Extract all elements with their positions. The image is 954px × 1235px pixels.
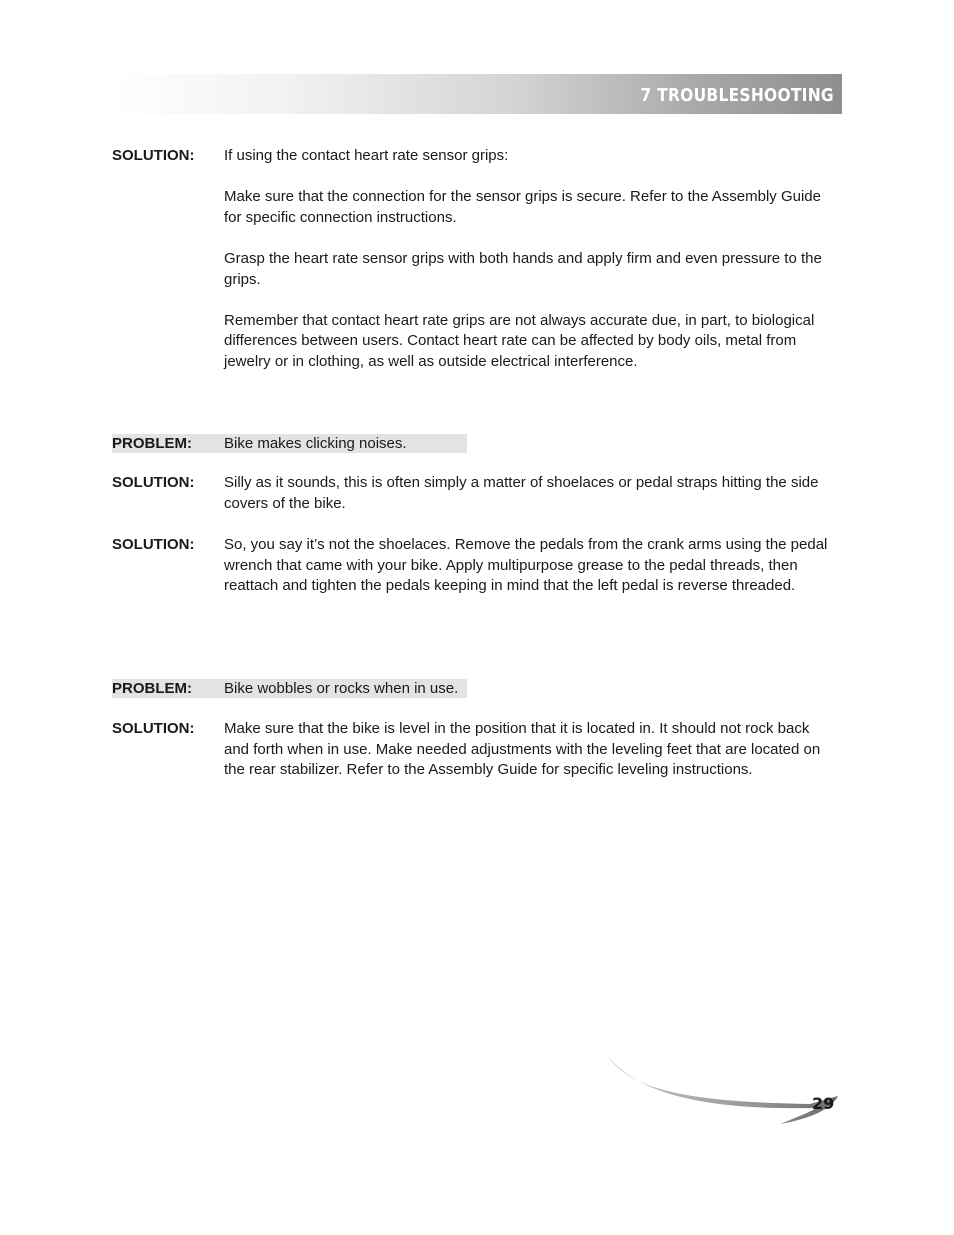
solution-label: SOLUTION: [112, 474, 195, 491]
solution-paragraph: If using the contact heart rate sensor grips: [224, 147, 509, 164]
footer-swoosh-graphic [600, 1050, 845, 1130]
solution-text: Make sure that the bike is level in the position that it is located in. It should not rock back and forth when in use. Make needed adjustments with the leveling feet that are located on the rear stabilizer. Refer to the Assembly Guide for specific leveling instructions. [224, 720, 821, 779]
problem-label: PROBLEM: [112, 680, 192, 697]
solution-label: SOLUTION: [112, 147, 195, 164]
section-title: 7 TROUBLESHOOTING [640, 85, 834, 106]
problem-text: Bike makes clicking noises. [224, 435, 407, 452]
problem-text: Bike wobbles or rocks when in use. [224, 680, 459, 697]
problem-label: PROBLEM: [112, 435, 192, 452]
page-number: 29 [812, 1094, 835, 1113]
solution-paragraph: Remember that contact heart rate grips are not always accurate due, in part, to biological differences between users. Contact heart rate can be affected by body oils, metal from jewelry or in clothing, as well as outside electrical interference. [224, 311, 815, 370]
solution-text: So, you say it’s not the shoelaces. Remove the pedals from the crank arms using the pedal wrench that came with your bike. Apply multipurpose grease to the pedal threads, then reattach and tighten the pedals keeping in mind that the left pedal is reverse threaded. [224, 536, 828, 595]
solution-paragraph: Grasp the heart rate sensor grips with both hands and apply firm and even pressure to the grips. [224, 249, 822, 288]
problem-entry-wobbles [112, 679, 467, 698]
solution-text: Silly as it sounds, this is often simply a matter of shoelaces or pedal straps hitting the side covers of the bike. [224, 474, 819, 512]
solution-body [224, 146, 832, 373]
solution-label: SOLUTION: [112, 720, 195, 737]
section-header-bar [110, 74, 842, 114]
solution-paragraph: Make sure that the connection for the sensor grips is secure. Refer to the Assembly Guide for specific connection instructions. [224, 188, 821, 226]
solution-label: SOLUTION: [112, 536, 195, 553]
problem-entry-clicking [112, 434, 467, 453]
